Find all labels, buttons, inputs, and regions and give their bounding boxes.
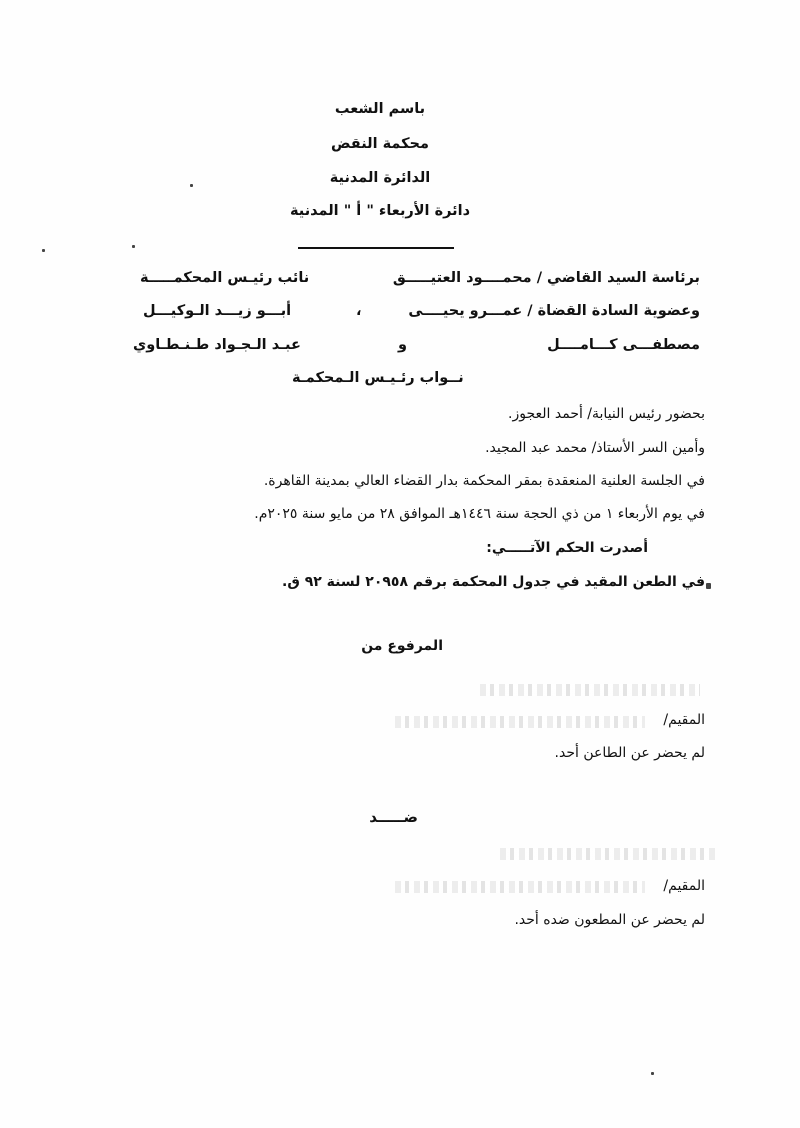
panel-member-abu-zeid: أبـــو زيـــد الـوكيـــل <box>143 303 292 319</box>
redacted-appellant-address <box>395 716 645 728</box>
header-civil-circuit: الدائرة المدنية <box>329 170 431 186</box>
prosecution-attendance: بحضور رئيس النيابة/ أحمد العجوز. <box>508 406 705 422</box>
ruling-heading: أصدرت الحكم الآتـــــي: <box>486 540 648 556</box>
header-divider <box>298 247 454 249</box>
scan-speck <box>190 184 193 187</box>
session-date: في يوم الأربعاء ١ من ذي الحجة سنة ١٤٤٦هـ الموافق ٢٨ من مايو سنة ٢٠٢٥م. <box>254 506 705 522</box>
appellant-heading: المرفوع من <box>361 638 443 654</box>
redacted-respondent-address <box>395 881 645 893</box>
session-venue: في الجلسة العلنية المنعقدة بمقر المحكمة بدار القضاء العالي بمدينة القاهرة. <box>263 473 705 489</box>
panel-members-line: وعضوية السادة القضاة / عمـــرو يحيــــى <box>408 303 700 319</box>
scan-speck <box>42 249 45 252</box>
scan-speck <box>706 583 711 589</box>
header-in-the-name-of-the-people: باسم الشعب <box>334 101 426 117</box>
presiding-judge-title: نائب رئيـس المحكمـــــة <box>140 270 310 286</box>
presiding-judge: برئاسة السيد القاضي / محمــــود العتيـــــق <box>392 270 700 286</box>
respondent-heading: ضـــــد <box>369 808 418 826</box>
respondent-appearance: لم يحضر عن المطعون ضده أحد. <box>514 912 705 928</box>
respondent-residence-label: المقيم/ <box>663 878 705 894</box>
panel-separator: ، <box>356 303 362 319</box>
appellant-appearance: لم يحضر عن الطاعن أحد. <box>554 745 705 761</box>
header-wednesday-circuit: دائرة الأربعاء " أ " المدنية <box>289 203 471 219</box>
redacted-appellant-name <box>480 684 700 696</box>
header-court-name: محكمة النقض <box>331 136 429 152</box>
redacted-respondent-name <box>500 848 715 860</box>
panel-conjunction: و <box>398 337 408 353</box>
scan-speck <box>651 1072 654 1075</box>
appellant-residence-label: المقيم/ <box>663 712 705 728</box>
panel-members-title: نــواب رئـيـس الـمحكمـة <box>292 370 464 386</box>
scan-speck <box>132 245 135 248</box>
panel-member-mostafa: مصطفـــى كـــامــــل <box>547 337 700 353</box>
court-secretary: وأمين السر الأستاذ/ محمد عبد المجيد. <box>485 440 705 456</box>
case-number: في الطعن المقيد في جدول المحكمة برقم ٢٠٩٥٨ لسنة ٩٢ ق. <box>282 574 705 590</box>
panel-member-abdelgawad: عبـد الـجـواد طـنـطـاوي <box>133 337 301 353</box>
